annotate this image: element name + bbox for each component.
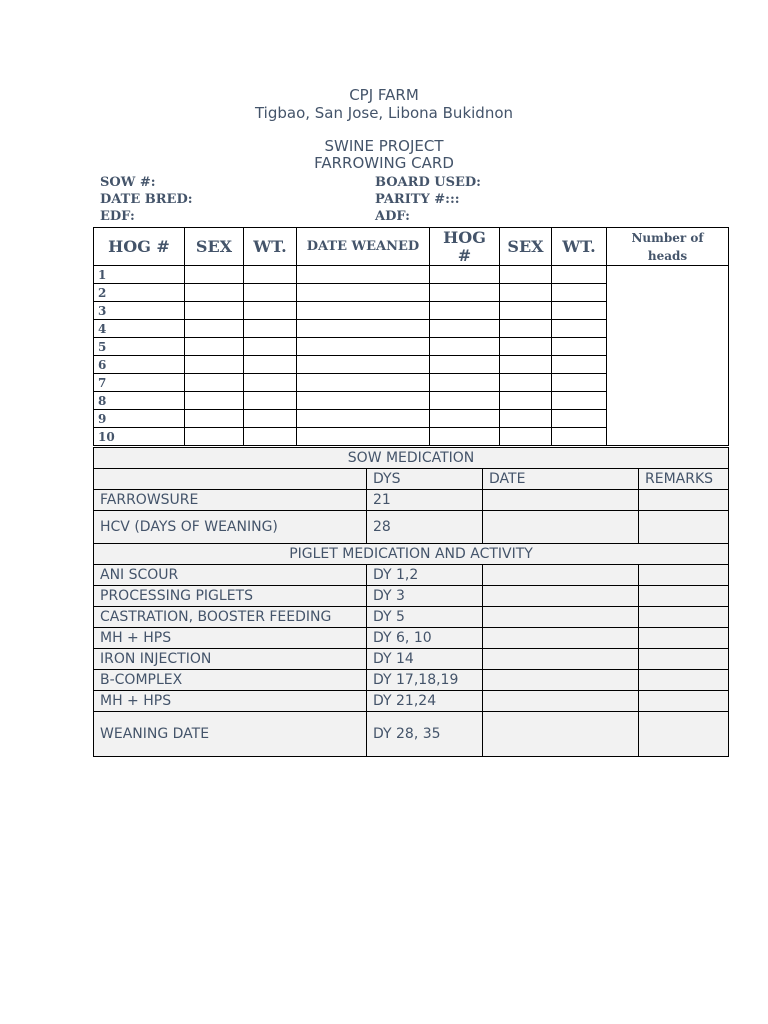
cell — [500, 302, 552, 320]
remarks-cell — [639, 607, 729, 628]
cell — [94, 469, 367, 490]
cell — [430, 392, 500, 410]
parity-label: PARITY #::: — [375, 192, 460, 207]
remarks-cell — [639, 712, 729, 757]
remarks-cell — [639, 649, 729, 670]
col-date: DATE — [483, 469, 639, 490]
row-number: 3 — [94, 302, 185, 320]
row-number: 1 — [94, 266, 185, 284]
remarks-cell — [639, 586, 729, 607]
cell — [430, 302, 500, 320]
piglet-medication-title-row — [94, 544, 729, 565]
cell — [430, 266, 500, 284]
cell — [500, 392, 552, 410]
date-cell — [483, 586, 639, 607]
cell — [552, 410, 607, 428]
activity-days: DY 3 — [367, 586, 483, 607]
edf-label: EDF: — [100, 209, 135, 224]
adf-label: ADF: — [375, 209, 410, 224]
piglet-medication-title: PIGLET MEDICATION AND ACTIVITY — [94, 544, 729, 565]
cell — [500, 410, 552, 428]
activity-days: DY 1,2 — [367, 565, 483, 586]
remarks-cell — [639, 691, 729, 712]
table-row — [94, 670, 729, 691]
activity-days: DY 14 — [367, 649, 483, 670]
cell — [297, 392, 430, 410]
row-number: 10 — [94, 428, 185, 446]
col-number-of-heads: Number of heads — [607, 228, 729, 266]
date-cell — [483, 607, 639, 628]
col-wt: WT. — [244, 228, 297, 266]
table-row — [94, 565, 729, 586]
remarks-cell — [639, 565, 729, 586]
cell — [552, 302, 607, 320]
cell — [185, 392, 244, 410]
activity-days: DY 17,18,19 — [367, 670, 483, 691]
cell — [185, 266, 244, 284]
medication-table — [93, 447, 729, 757]
cell — [185, 428, 244, 446]
activity-name: PROCESSING PIGLETS — [94, 586, 367, 607]
row-number: 5 — [94, 338, 185, 356]
cell — [244, 428, 297, 446]
cell — [185, 356, 244, 374]
cell — [297, 374, 430, 392]
board-used-label: BOARD USED: — [375, 175, 481, 190]
table-row — [94, 511, 729, 544]
cell — [244, 302, 297, 320]
cell — [552, 266, 607, 284]
activity-days: DY 6, 10 — [367, 628, 483, 649]
remarks-cell — [639, 490, 729, 511]
table-row — [94, 490, 729, 511]
cell — [244, 374, 297, 392]
cell — [185, 410, 244, 428]
date-cell — [483, 670, 639, 691]
date-cell — [483, 490, 639, 511]
cell — [552, 320, 607, 338]
cell — [244, 284, 297, 302]
activity-name: WEANING DATE — [94, 712, 367, 757]
activity-name: MH + HPS — [94, 691, 367, 712]
cell — [297, 410, 430, 428]
remarks-cell — [639, 628, 729, 649]
date-cell — [483, 712, 639, 757]
cell — [244, 320, 297, 338]
row-number: 7 — [94, 374, 185, 392]
activity-name: MH + HPS — [94, 628, 367, 649]
cell — [552, 284, 607, 302]
col-date-weaned: DATE WEANED — [297, 228, 430, 266]
cell — [500, 320, 552, 338]
cell — [430, 284, 500, 302]
col-hog-number-2: HOG # — [430, 228, 500, 266]
cell — [297, 320, 430, 338]
activity-days: DY 21,24 — [367, 691, 483, 712]
cell — [297, 266, 430, 284]
cell — [185, 284, 244, 302]
date-cell — [483, 565, 639, 586]
cell — [297, 302, 430, 320]
cell — [244, 410, 297, 428]
medication-name: HCV (DAYS OF WEANING) — [94, 511, 367, 544]
cell — [430, 356, 500, 374]
cell — [430, 338, 500, 356]
hog-table — [93, 227, 729, 446]
cell — [430, 428, 500, 446]
table-row — [94, 266, 729, 284]
cell — [500, 266, 552, 284]
activity-name: IRON INJECTION — [94, 649, 367, 670]
farm-address: Tigbao, San Jose, Libona Bukidnon — [254, 104, 514, 122]
cell — [297, 338, 430, 356]
sow-medication-title: SOW MEDICATION — [94, 448, 729, 469]
date-cell — [483, 691, 639, 712]
cell — [500, 374, 552, 392]
cell — [297, 356, 430, 374]
cell — [244, 338, 297, 356]
cell — [430, 320, 500, 338]
project-title: SWINE PROJECT — [324, 137, 444, 155]
col-sex: SEX — [185, 228, 244, 266]
activity-name: B-COMPLEX — [94, 670, 367, 691]
date-cell — [483, 511, 639, 544]
sow-number-label: SOW #: — [100, 175, 156, 190]
cell — [430, 374, 500, 392]
cell — [552, 392, 607, 410]
remarks-cell — [639, 511, 729, 544]
date-cell — [483, 628, 639, 649]
cell — [552, 374, 607, 392]
cell — [552, 428, 607, 446]
col-remarks: REMARKS — [639, 469, 729, 490]
sow-medication-title-row — [94, 448, 729, 469]
cell — [500, 338, 552, 356]
number-of-heads-cell — [607, 266, 729, 446]
table-row — [94, 691, 729, 712]
cell — [297, 428, 430, 446]
row-number: 8 — [94, 392, 185, 410]
cell — [430, 410, 500, 428]
medication-name: FARROWSURE — [94, 490, 367, 511]
medication-days: 28 — [367, 511, 483, 544]
table-row — [94, 586, 729, 607]
row-number: 2 — [94, 284, 185, 302]
cell — [500, 356, 552, 374]
table-row — [94, 712, 729, 757]
cell — [185, 320, 244, 338]
medication-days: 21 — [367, 490, 483, 511]
farm-name: CPJ FARM — [349, 86, 419, 104]
cell — [297, 284, 430, 302]
cell — [185, 302, 244, 320]
row-number: 9 — [94, 410, 185, 428]
row-number: 4 — [94, 320, 185, 338]
date-bred-label: DATE BRED: — [100, 192, 193, 207]
activity-name: CASTRATION, BOOSTER FEEDING — [94, 607, 367, 628]
table-row — [94, 628, 729, 649]
col-wt-2: WT. — [552, 228, 607, 266]
col-hog-number: HOG # — [94, 228, 185, 266]
cell — [185, 374, 244, 392]
cell — [552, 356, 607, 374]
remarks-cell — [639, 670, 729, 691]
cell — [500, 284, 552, 302]
cell — [244, 356, 297, 374]
activity-days: DY 28, 35 — [367, 712, 483, 757]
activity-days: DY 5 — [367, 607, 483, 628]
table-row — [94, 649, 729, 670]
cell — [500, 428, 552, 446]
card-title: FARROWING CARD — [314, 154, 454, 172]
sow-medication-header-row — [94, 469, 729, 490]
cell — [185, 338, 244, 356]
cell — [244, 266, 297, 284]
table-row — [94, 607, 729, 628]
col-dys: DYS — [367, 469, 483, 490]
row-number: 6 — [94, 356, 185, 374]
cell — [244, 392, 297, 410]
activity-name: ANI SCOUR — [94, 565, 367, 586]
col-sex-2: SEX — [500, 228, 552, 266]
hog-table-header — [94, 228, 729, 266]
cell — [552, 338, 607, 356]
date-cell — [483, 649, 639, 670]
